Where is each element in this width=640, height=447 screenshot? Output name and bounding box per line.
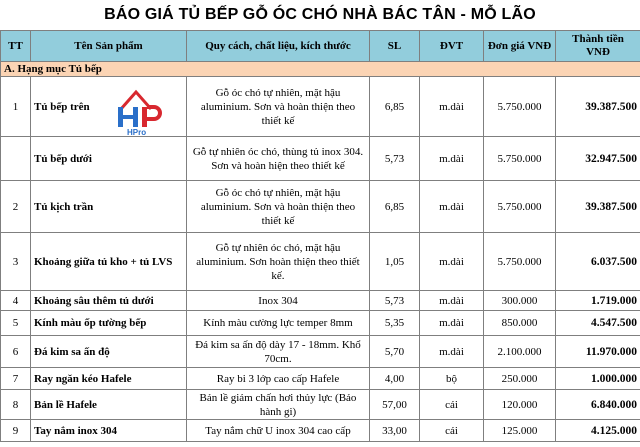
table-row: [1, 368, 640, 390]
cell-spec[interactable]: Inox 304: [187, 291, 370, 311]
cell-sl[interactable]: 4,00: [370, 368, 420, 390]
header-spec[interactable]: Quy cách, chất liệu, kích thước: [187, 31, 370, 62]
header-total[interactable]: Thành tiền VNĐ: [556, 31, 640, 62]
cell-spec[interactable]: Gỗ óc chó tự nhiên, mặt hậu aluminium. Sơn và hoàn thiện theo thiết kế: [187, 181, 370, 233]
table-row: [1, 181, 640, 233]
cell-name[interactable]: Kính màu ốp tường bếp: [31, 311, 187, 336]
cell-tt[interactable]: 2: [1, 181, 31, 233]
cell-total[interactable]: 39.387.500: [556, 181, 640, 233]
cell-sl[interactable]: 1,05: [370, 233, 420, 291]
cell-total[interactable]: 6.037.500: [556, 233, 640, 291]
cell-dvt[interactable]: m.dài: [420, 233, 484, 291]
cell-sl[interactable]: 6,85: [370, 77, 420, 137]
cell-tt[interactable]: 9: [1, 420, 31, 442]
cell-price[interactable]: 5.750.000: [484, 233, 556, 291]
cell-name[interactable]: Khoảng giữa tủ kho + tủ LVS: [31, 233, 187, 291]
cell-dvt[interactable]: cái: [420, 390, 484, 420]
cell-total[interactable]: 1.000.000: [556, 368, 640, 390]
cell-sl[interactable]: 5,35: [370, 311, 420, 336]
table-row: [1, 390, 640, 420]
cell-dvt[interactable]: m.dài: [420, 336, 484, 368]
cell-price[interactable]: 125.000: [484, 420, 556, 442]
header-sl[interactable]: SL: [370, 31, 420, 62]
cell-price[interactable]: 120.000: [484, 390, 556, 420]
table-row: [1, 137, 640, 181]
cell-price[interactable]: 250.000: [484, 368, 556, 390]
cell-sl[interactable]: 5,73: [370, 137, 420, 181]
table-row: [1, 311, 640, 336]
cell-tt[interactable]: 8: [1, 390, 31, 420]
cell-price[interactable]: 5.750.000: [484, 181, 556, 233]
cell-spec[interactable]: Tay nắm chữ U inox 304 cao cấp: [187, 420, 370, 442]
cell-total[interactable]: 4.125.000: [556, 420, 640, 442]
cell-dvt[interactable]: cái: [420, 420, 484, 442]
cell-dvt[interactable]: m.dài: [420, 181, 484, 233]
section-row: [1, 62, 640, 77]
cell-name[interactable]: Tủ bếp dưới: [31, 137, 187, 181]
cell-dvt[interactable]: m.dài: [420, 291, 484, 311]
cell-price[interactable]: 2.100.000: [484, 336, 556, 368]
header-row: [1, 31, 640, 62]
cell-dvt[interactable]: m.dài: [420, 77, 484, 137]
cell-total[interactable]: 11.970.000: [556, 336, 640, 368]
cell-spec[interactable]: Gỗ tự nhiên óc chó, mặt hậu aluminium. Sơn hoàn thiện theo thiết kế.: [187, 233, 370, 291]
section-label[interactable]: A. Hạng mục Tủ bếp: [1, 62, 640, 77]
table-row: [1, 291, 640, 311]
cell-sl[interactable]: 33,00: [370, 420, 420, 442]
cell-spec[interactable]: Kính màu cường lực temper 8mm: [187, 311, 370, 336]
cell-sl[interactable]: 5,73: [370, 291, 420, 311]
cell-total[interactable]: 32.947.500: [556, 137, 640, 181]
header-price[interactable]: Đơn giá VNĐ: [484, 31, 556, 62]
quote-table: [0, 30, 640, 442]
cell-tt[interactable]: 7: [1, 368, 31, 390]
cell-spec[interactable]: Gỗ óc chó tự nhiên, mặt hậu aluminium. Sơn và hoàn thiện theo thiết kế: [187, 77, 370, 137]
cell-tt[interactable]: 5: [1, 311, 31, 336]
sheet-title: BÁO GIÁ TỦ BẾP GỖ ÓC CHÓ NHÀ BÁC TÂN - MỖ LÃO: [104, 6, 536, 23]
cell-spec[interactable]: Đá kim sa ấn độ dày 17 - 18mm. Khổ 70cm.: [187, 336, 370, 368]
cell-name[interactable]: Tủ kịch trần: [31, 181, 187, 233]
cell-spec[interactable]: Ray bi 3 lớp cao cấp Hafele: [187, 368, 370, 390]
table-row: [1, 77, 640, 137]
cell-price[interactable]: 300.000: [484, 291, 556, 311]
table-row: [1, 233, 640, 291]
cell-tt[interactable]: 4: [1, 291, 31, 311]
cell-tt[interactable]: 1: [1, 77, 31, 137]
cell-total[interactable]: 1.719.000: [556, 291, 640, 311]
table-row: [1, 336, 640, 368]
cell-dvt[interactable]: bộ: [420, 368, 484, 390]
cell-name[interactable]: Khoảng sâu thêm tủ dưới: [31, 291, 187, 311]
cell-name[interactable]: Đá kim sa ấn độ: [31, 336, 187, 368]
cell-tt[interactable]: [1, 137, 31, 181]
cell-name-text: Tủ bếp trên: [34, 100, 90, 113]
table-row: [1, 420, 640, 442]
cell-tt[interactable]: 3: [1, 233, 31, 291]
cell-sl[interactable]: 57,00: [370, 390, 420, 420]
cell-total[interactable]: 6.840.000: [556, 390, 640, 420]
cell-sl[interactable]: 5,70: [370, 336, 420, 368]
cell-dvt[interactable]: m.dài: [420, 311, 484, 336]
cell-name[interactable]: [31, 77, 187, 137]
hpro-logo: [107, 83, 165, 137]
cell-name[interactable]: Tay nắm inox 304: [31, 420, 187, 442]
header-dvt[interactable]: ĐVT: [420, 31, 484, 62]
cell-total[interactable]: 39.387.500: [556, 77, 640, 137]
cell-spec[interactable]: Gỗ tự nhiên óc chó, thùng tủ inox 304. Sơn và hoàn hiện theo thiết kế: [187, 137, 370, 181]
logo-text: HPro: [127, 128, 147, 137]
cell-price[interactable]: 5.750.000: [484, 77, 556, 137]
header-tt[interactable]: TT: [1, 31, 31, 62]
cell-tt[interactable]: 6: [1, 336, 31, 368]
cell-name[interactable]: Ray ngăn kéo Hafele: [31, 368, 187, 390]
cell-spec[interactable]: Bản lề giảm chấn hơi thủy lực (Bảo hành gi): [187, 390, 370, 420]
cell-total[interactable]: 4.547.500: [556, 311, 640, 336]
cell-price[interactable]: 5.750.000: [484, 137, 556, 181]
cell-dvt[interactable]: m.dài: [420, 137, 484, 181]
cell-price[interactable]: 850.000: [484, 311, 556, 336]
header-name[interactable]: Tên Sản phẩm: [31, 31, 187, 62]
cell-name[interactable]: Bản lề Hafele: [31, 390, 187, 420]
cell-sl[interactable]: 6,85: [370, 181, 420, 233]
